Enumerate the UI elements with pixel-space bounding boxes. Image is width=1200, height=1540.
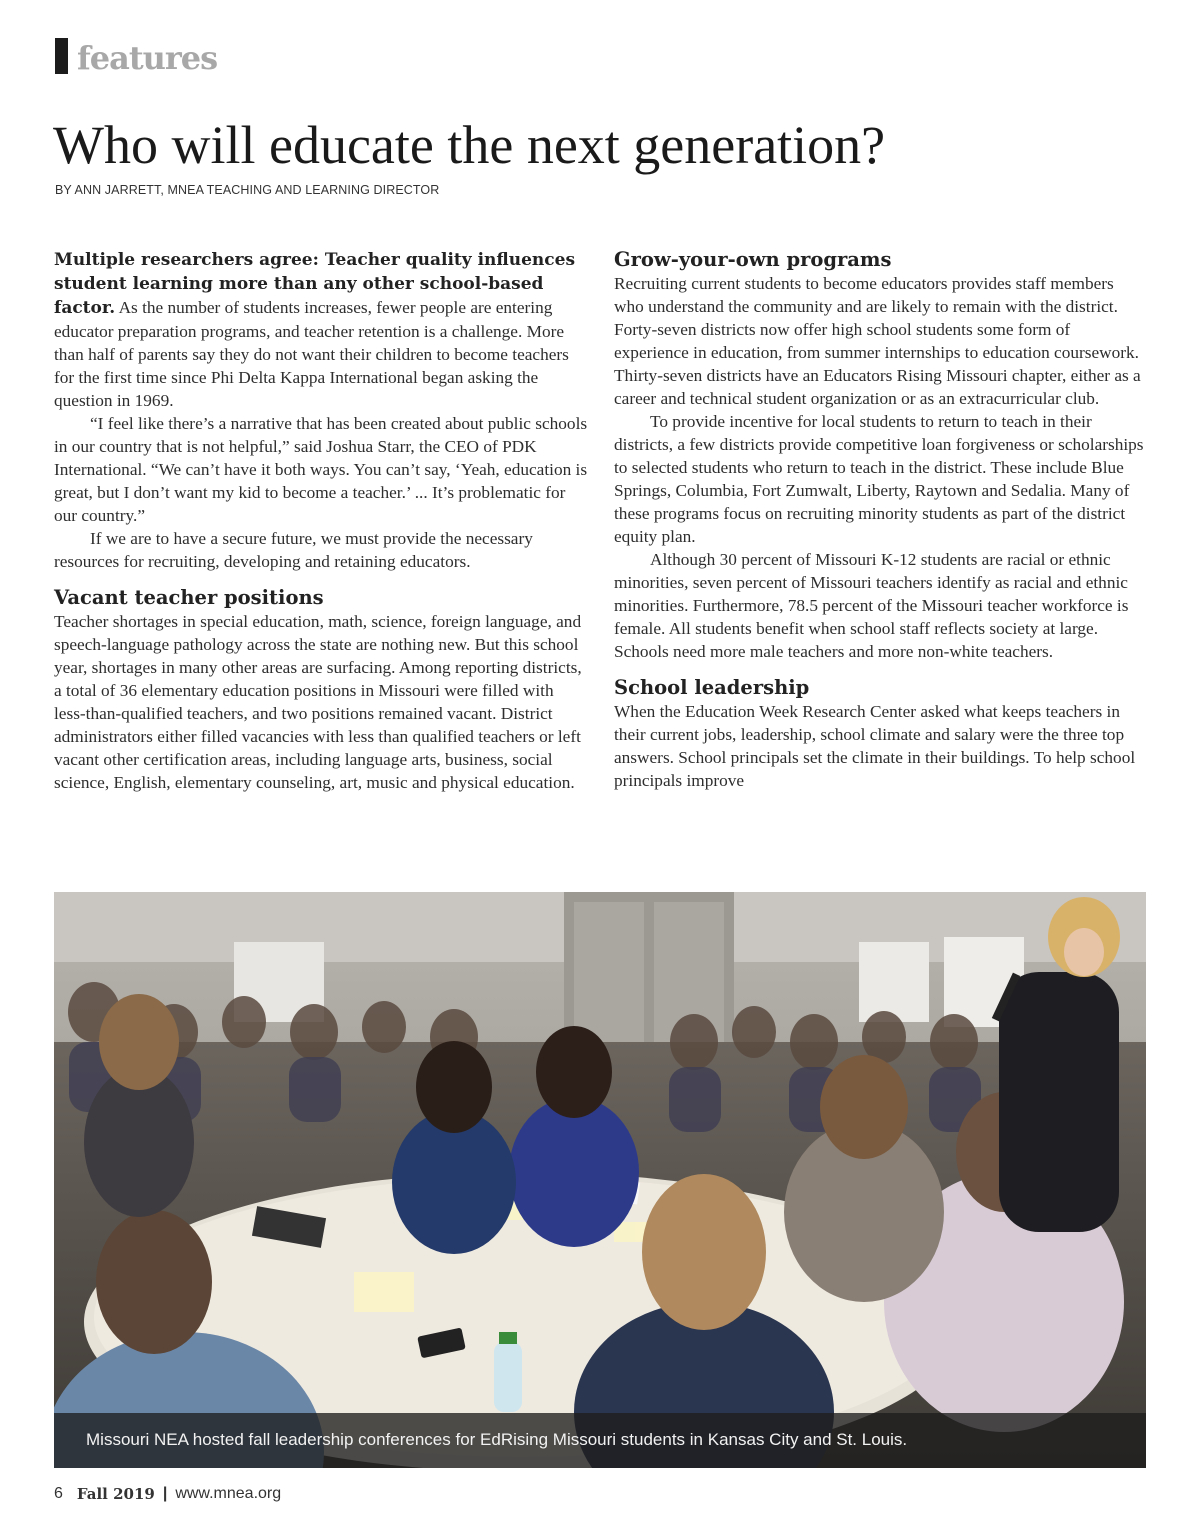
paragraph-vacant: Teacher shortages in special education, math, science, foreign language, and speech-language pathology across the state are nothing new. But this school year, shortages in many other areas are surfacing. Among reporting districts, a total of 36 elementary education positions in Missouri were filled with less-than-qualified teachers, and two positions remained vacant. District administrators either filled vacancies with less than qualified teachers or left vacant other certification areas, including language arts, business, social science, English, elementary counseling, art, music and physical education. xyxy=(54,612,582,792)
left-column xyxy=(54,248,589,794)
website-link[interactable]: www.mnea.org xyxy=(175,1485,282,1502)
byline: BY ANN JARRETT, MNEA TEACHING AND LEARNING DIRECTOR xyxy=(55,183,440,197)
paragraph-leadership: When the Education Week Research Center asked what keeps teachers in their current jobs, leadership, school climate and salary were the three top answers. School principals set the climate in their buildings. To help school principals improve xyxy=(614,702,1136,790)
photo-illustration xyxy=(54,892,1146,1468)
conference-photo xyxy=(54,892,1146,1468)
heading-vacant-positions: Vacant teacher positions xyxy=(54,586,324,609)
lead-sentence: Multiple researchers agree: Teacher quality influences student learning more than any other school-based factor. xyxy=(54,250,576,318)
intro-body: As the number of students increases, fewer people are entering educator preparation programs, and teacher retention is a challenge. More than half of parents say they do not want their children to become teachers for the first time since Phi Delta Kappa International began asking the question in 1969. xyxy=(54,298,569,410)
issue-label: Fall 2019 xyxy=(76,1485,155,1503)
section-label: features xyxy=(77,39,218,77)
paragraph-minorities: Although 30 percent of Missouri K-12 students are racial or ethnic minorities, seven percent of Missouri teachers identify as racial and ethnic minorities. Furthermore, 78.5 percent of the Missouri teacher workforce is female. All students benefit when school staff reflects society at large. Schools need more male teachers and more non-white teachers. xyxy=(614,550,1129,661)
footer-separator: | xyxy=(162,1485,168,1502)
paragraph-future: If we are to have a secure future, we must provide the necessary resources for recruiting, developing and retaining educators. xyxy=(54,529,533,571)
section-tag xyxy=(55,36,218,77)
photo-caption: Missouri NEA hosted fall leadership conferences for EdRising Missouri students in Kansas City and St. Louis. xyxy=(86,1430,908,1449)
photo-caption-bar xyxy=(54,1413,1146,1468)
paragraph-intro xyxy=(54,248,589,412)
paragraph-quote: “I feel like there’s a narrative that has been created about public schools in our country that is not helpful,” said Joshua Starr, the CEO of PDK International. “We can’t have it both ways. You can’t say, ‘Yeah, education is great, but I don’t want my kid to become a teacher.’ ... It’s problematic for our country.” xyxy=(54,414,588,525)
page-number: 6 xyxy=(54,1485,63,1502)
section-bar xyxy=(55,38,68,74)
page-footer xyxy=(54,1485,281,1503)
article-title: Who will educate the next generation? xyxy=(53,115,886,175)
paragraph-recruiting: Recruiting current students to become educators provides staff members who understand the community and are likely to remain with the district. Forty-seven districts now offer high school students some form of experience in education, from summer internships to education coursework. Thirty-seven districts have an Educators Rising Missouri chapter, either as a career and technical student organization or as an extracurricular club. xyxy=(614,274,1141,408)
right-column xyxy=(614,248,1144,792)
heading-grow-your-own: Grow-your-own programs xyxy=(614,248,892,271)
paragraph-incentive: To provide incentive for local students to return to teach in their districts, a few districts provide competitive loan forgiveness or scholarships to selected students who return to teach in the district. These include Blue Springs, Columbia, Fort Zumwalt, Liberty, Raytown and Sedalia. Many of these programs focus on recruiting minority students as part of the district equity plan. xyxy=(614,412,1144,546)
heading-school-leadership: School leadership xyxy=(614,676,810,699)
